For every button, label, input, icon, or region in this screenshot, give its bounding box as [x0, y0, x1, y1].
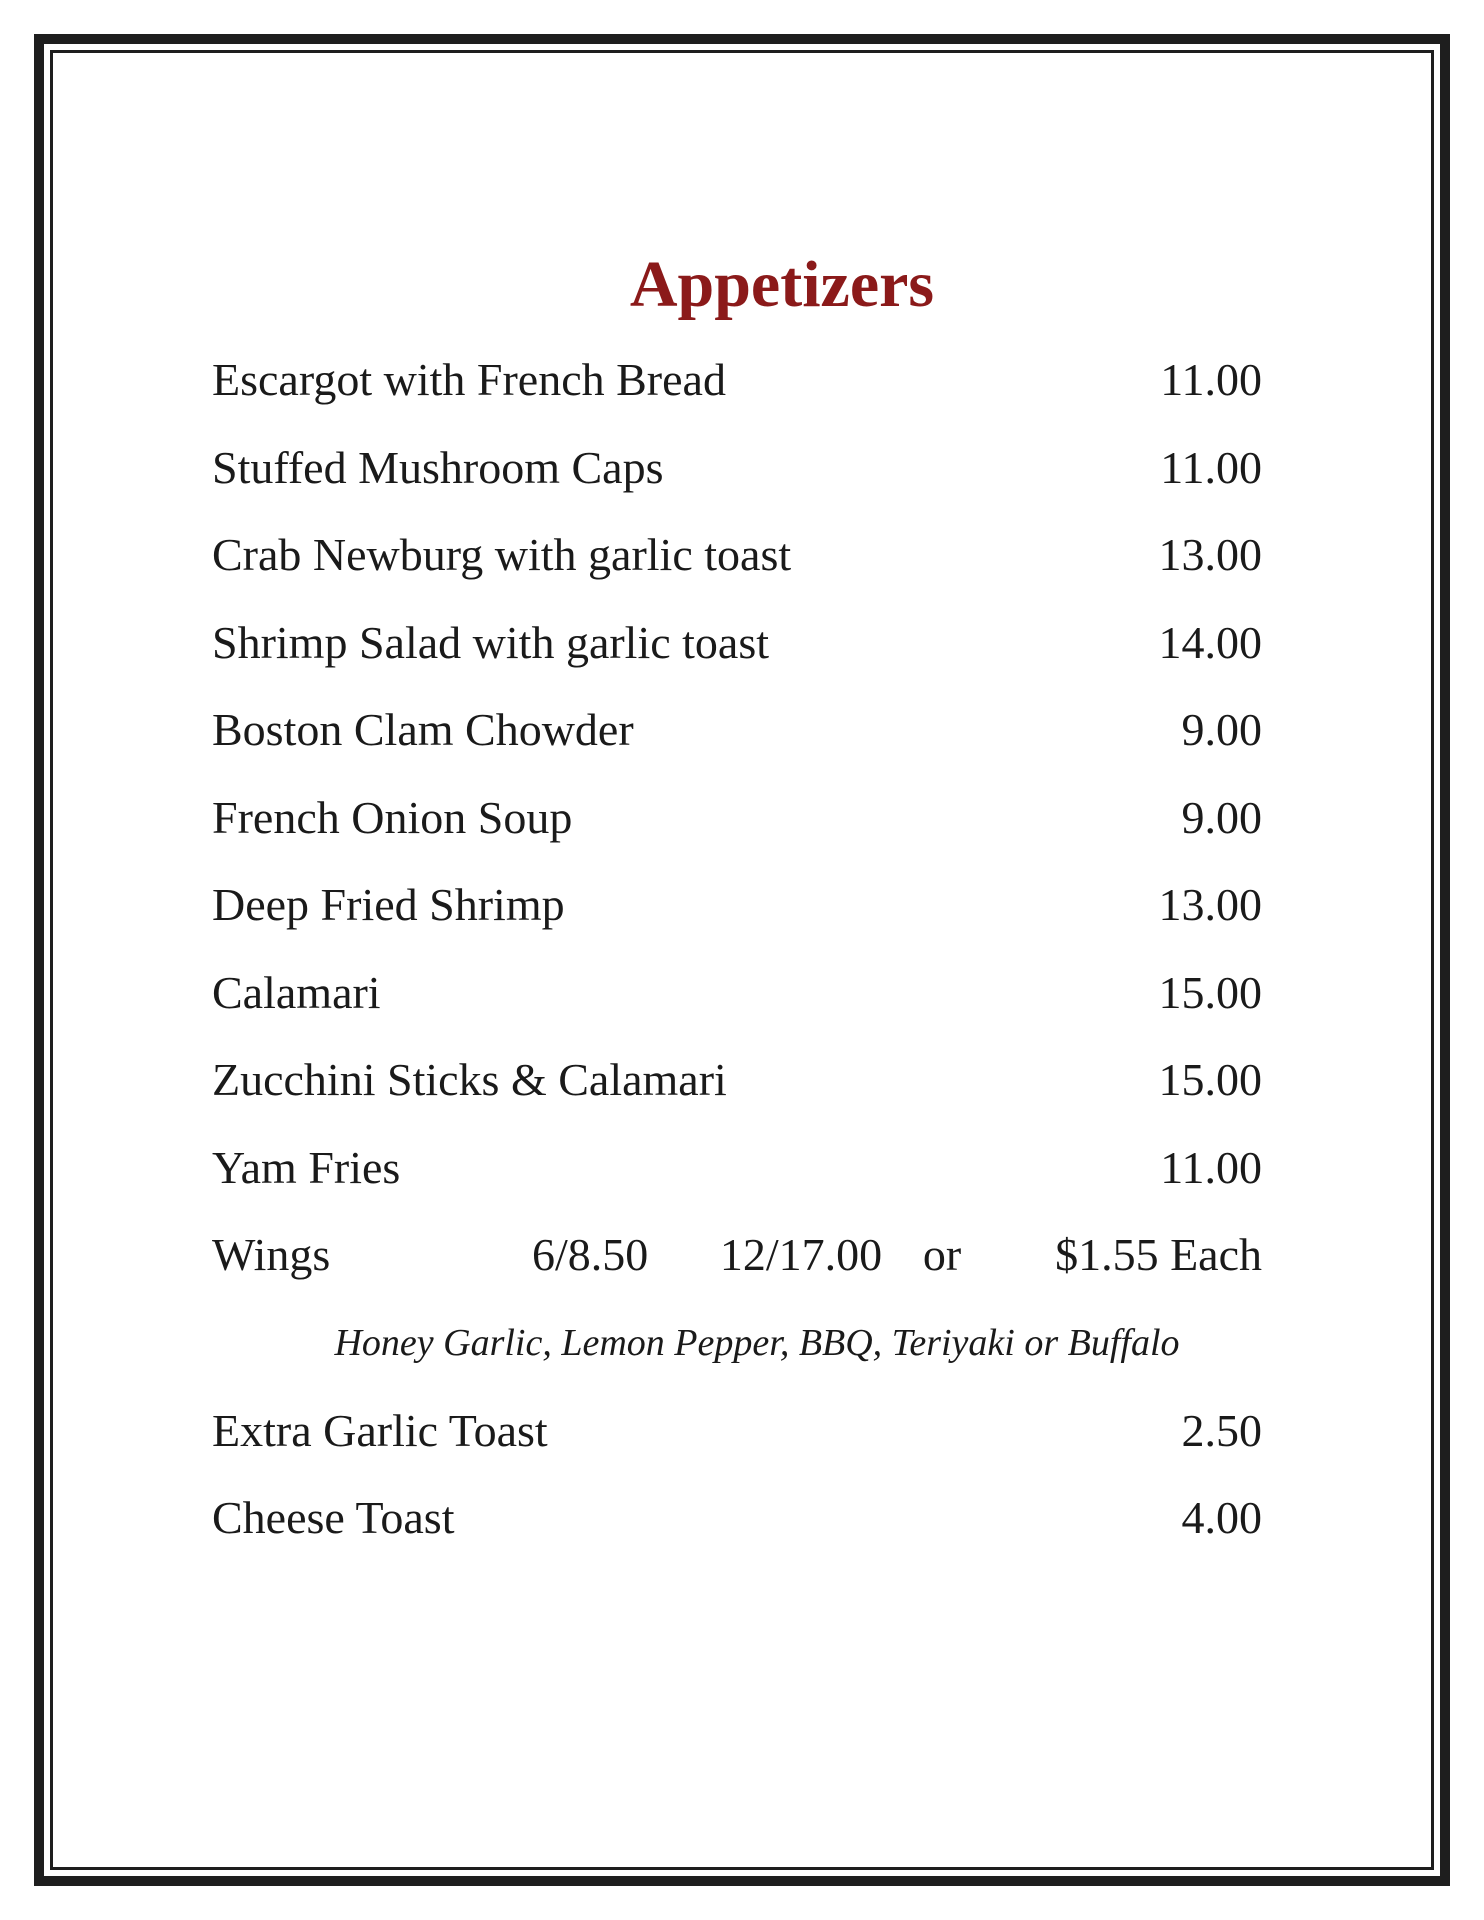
item-price: 9.00	[1181, 704, 1262, 755]
item-name: Shrimp Salad with garlic toast	[212, 616, 770, 668]
item-price: 4.00	[1181, 1492, 1262, 1543]
item-name: Yam Fries	[212, 1141, 401, 1193]
item-price: 15.00	[1158, 1054, 1262, 1105]
item-price: 9.00	[1181, 791, 1262, 843]
item-name: Cheese Toast	[212, 1492, 455, 1543]
item-name: Escargot with French Bread	[212, 354, 726, 405]
wings-option-each: $1.55 Each	[1055, 1229, 1262, 1280]
menu-item	[212, 774, 1262, 862]
wings-option-twelve: 12/17.00	[719, 1229, 883, 1280]
menu-item	[212, 1124, 1262, 1212]
item-price: 13.00	[1158, 879, 1262, 930]
wings-item	[212, 1211, 1262, 1299]
item-price: 13.00	[1158, 529, 1262, 580]
menu-item	[212, 1387, 1262, 1475]
item-price: 14.00	[1158, 616, 1262, 668]
item-name: Crab Newburg with garlic toast	[212, 529, 792, 580]
item-name: Stuffed Mushroom Caps	[212, 441, 664, 493]
menu-item	[212, 949, 1262, 1037]
appetizers-menu	[212, 240, 1262, 1562]
item-price: 11.00	[1160, 354, 1262, 405]
menu-title: Appetizers	[629, 248, 935, 321]
item-name: Calamari	[212, 966, 381, 1018]
item-name: Boston Clam Chowder	[212, 704, 634, 755]
wings-or: or	[922, 1229, 962, 1280]
item-name: Zucchini Sticks & Calamari	[212, 1054, 727, 1105]
item-price: 15.00	[1158, 966, 1262, 1018]
item-name: Deep Fried Shrimp	[212, 879, 565, 930]
wings-name: Wings	[212, 1229, 331, 1280]
menu-item	[212, 686, 1262, 774]
item-name: French Onion Soup	[212, 791, 573, 843]
item-price: 11.00	[1160, 441, 1262, 493]
menu-item	[212, 424, 1262, 512]
menu-item	[212, 1474, 1262, 1562]
menu-item	[212, 861, 1262, 949]
item-price: 11.00	[1160, 1141, 1262, 1193]
menu-item	[212, 599, 1262, 687]
wings-flavors: Honey Garlic, Lemon Pepper, BBQ, Teriyaki or Buffalo	[334, 1321, 1180, 1364]
menu-item	[212, 1036, 1262, 1124]
item-price: 2.50	[1181, 1404, 1262, 1456]
menu-item	[212, 336, 1262, 424]
item-name: Extra Garlic Toast	[212, 1404, 548, 1456]
menu-item	[212, 511, 1262, 599]
wings-option-six: 6/8.50	[532, 1229, 649, 1280]
